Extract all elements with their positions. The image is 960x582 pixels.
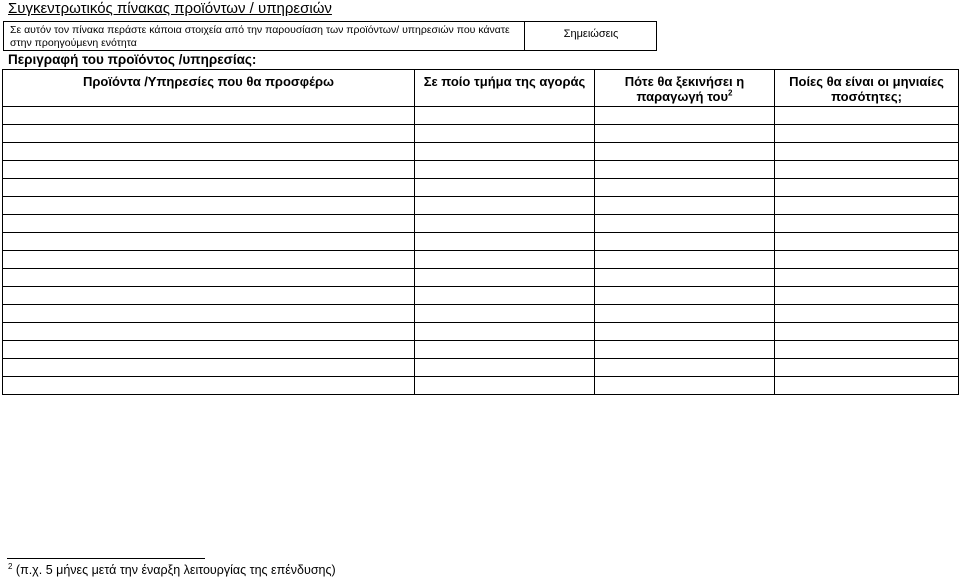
table-cell[interactable] — [595, 107, 775, 125]
table-cell[interactable] — [415, 161, 595, 179]
footnote-separator — [7, 558, 205, 559]
table-cell[interactable] — [775, 341, 959, 359]
table-cell[interactable] — [775, 107, 959, 125]
table-cell[interactable] — [415, 125, 595, 143]
column-header-monthly-quantities: Ποίες θα είναι οι μηνιαίες ποσότητες; — [775, 70, 959, 107]
table-cell[interactable] — [595, 179, 775, 197]
table-header-row — [3, 70, 959, 107]
table-cell[interactable] — [775, 377, 959, 395]
table-cell[interactable] — [3, 341, 415, 359]
table-cell[interactable] — [415, 107, 595, 125]
table-cell[interactable] — [595, 251, 775, 269]
table-row — [3, 215, 959, 233]
footnote-text: (π.χ. 5 μήνες μετά την έναρξη λειτουργίας της επένδυσης) — [12, 563, 336, 577]
table-row — [3, 269, 959, 287]
table-cell[interactable] — [415, 269, 595, 287]
table-cell[interactable] — [415, 143, 595, 161]
instructions-box — [3, 21, 657, 51]
table-cell[interactable] — [3, 107, 415, 125]
table-cell[interactable] — [415, 197, 595, 215]
notes-label: Σημειώσεις — [563, 28, 619, 40]
table-cell[interactable] — [415, 287, 595, 305]
table-cell[interactable] — [775, 179, 959, 197]
table-cell[interactable] — [595, 161, 775, 179]
table-row — [3, 359, 959, 377]
table-row — [3, 179, 959, 197]
table-cell[interactable] — [595, 215, 775, 233]
table-cell[interactable] — [3, 377, 415, 395]
table-cell[interactable] — [3, 323, 415, 341]
table-cell[interactable] — [775, 305, 959, 323]
table-body — [3, 107, 959, 395]
table-cell[interactable] — [595, 323, 775, 341]
table-cell[interactable] — [415, 251, 595, 269]
column-header-products: Προϊόντα /Υπηρεσίες που θα προσφέρω — [3, 70, 415, 107]
table-cell[interactable] — [3, 143, 415, 161]
table-cell[interactable] — [3, 179, 415, 197]
table-cell[interactable] — [3, 125, 415, 143]
table-cell[interactable] — [595, 341, 775, 359]
table-cell[interactable] — [415, 377, 595, 395]
table-cell[interactable] — [595, 287, 775, 305]
table-cell[interactable] — [415, 323, 595, 341]
table-cell[interactable] — [415, 215, 595, 233]
footnote-ref: 2 — [728, 88, 733, 98]
table-cell[interactable] — [775, 233, 959, 251]
products-table — [2, 69, 959, 395]
column-header-market-segment: Σε ποίο τμήμα της αγοράς — [415, 70, 595, 107]
table-cell[interactable] — [775, 323, 959, 341]
table-cell[interactable] — [3, 161, 415, 179]
table-row — [3, 143, 959, 161]
table-cell[interactable] — [415, 305, 595, 323]
table-row — [3, 323, 959, 341]
table-cell[interactable] — [595, 197, 775, 215]
table-cell[interactable] — [595, 125, 775, 143]
table-row — [3, 161, 959, 179]
table-cell[interactable] — [415, 179, 595, 197]
table-cell[interactable] — [595, 269, 775, 287]
table-row — [3, 305, 959, 323]
table-row — [3, 233, 959, 251]
table-cell[interactable] — [775, 269, 959, 287]
table-row — [3, 107, 959, 125]
table-cell[interactable] — [775, 125, 959, 143]
table-cell[interactable] — [775, 287, 959, 305]
table-cell[interactable] — [3, 251, 415, 269]
page-title: Συγκεντρωτικός πίνακας προϊόντων / υπηρεσιών — [8, 0, 332, 17]
table-row — [3, 341, 959, 359]
table-cell[interactable] — [415, 359, 595, 377]
footnote-marker: 2 — [8, 561, 13, 571]
column-header-production-start: Πότε θα ξεκινήσει η παραγωγή του$^2$ — [595, 70, 775, 107]
table-cell[interactable] — [3, 233, 415, 251]
table-cell[interactable] — [595, 359, 775, 377]
footnote — [8, 563, 336, 578]
table-cell[interactable] — [595, 143, 775, 161]
table-row — [3, 197, 959, 215]
table-row — [3, 251, 959, 269]
table-cell[interactable] — [775, 359, 959, 377]
table-cell[interactable] — [415, 233, 595, 251]
table-cell[interactable] — [3, 359, 415, 377]
table-row — [3, 287, 959, 305]
table-cell[interactable] — [775, 197, 959, 215]
table-cell[interactable] — [775, 161, 959, 179]
table-cell[interactable] — [3, 215, 415, 233]
instructions-text: Σε αυτόν τον πίνακα περάστε κάποια στοιχεία από την παρουσίαση των προϊόντων/ υπηρεσιών που κάνατε στην προηγούμενη ενότητα — [10, 24, 510, 49]
table-cell[interactable] — [775, 215, 959, 233]
table-cell[interactable] — [595, 305, 775, 323]
table-cell[interactable] — [3, 305, 415, 323]
table-row — [3, 125, 959, 143]
table-row — [3, 377, 959, 395]
table-cell[interactable] — [775, 143, 959, 161]
table-cell[interactable] — [595, 377, 775, 395]
table-cell[interactable] — [775, 251, 959, 269]
table-cell[interactable] — [415, 341, 595, 359]
table-cell[interactable] — [3, 287, 415, 305]
table-cell[interactable] — [3, 197, 415, 215]
table-cell[interactable] — [3, 269, 415, 287]
table-cell[interactable] — [595, 233, 775, 251]
product-description-heading: Περιγραφή του προϊόντος /υπηρεσίας: — [8, 52, 257, 67]
